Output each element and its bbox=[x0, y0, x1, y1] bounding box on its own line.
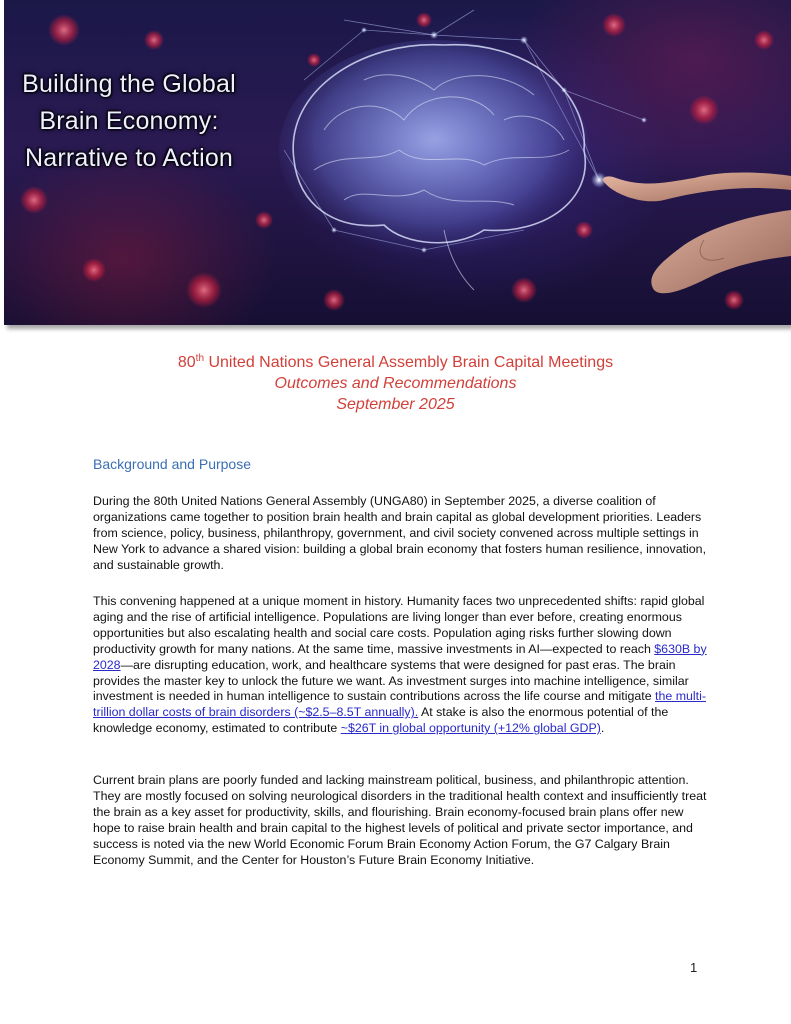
brain-disorders-cost-link[interactable]: the multi-trillion dollar costs of brain disorders (~$2.5–8.5T annually). bbox=[93, 689, 706, 720]
paragraph-2: This convening happened at a unique moment in history. Humanity faces two unprecedented shifts: rapid global aging and the rise of artificial intelligence. Populations are living longer than ever before, creating enormous opportunities but also escalating health and social care costs. Population aging risks further slowing down productivity growth for many nations. At the same time, massive investments in AI—expected to reach $630B by 2028—are disrupting education, work, and healthcare systems that were designed for past eras. The brain provides the master key to unlock the future we want. As investment surges into machine intelligence, similar investment is needed in human intelligence to sustain contributions across the life course and mitigate the multi-trillion dollar costs of brain disorders (~$2.5–8.5T annually). At stake is also the enormous potential of the knowledge economy, estimated to contribute ~$26T in global opportunity (+12% global GDP). bbox=[93, 594, 707, 736]
hero-title-line: Building the Global bbox=[22, 70, 236, 98]
hero-title bbox=[4, 66, 254, 177]
hero-title-line: Narrative to Action bbox=[24, 144, 234, 172]
brain-shape bbox=[279, 40, 589, 290]
meeting-date: September 2025 bbox=[336, 396, 455, 413]
paragraph-3: Current brain plans are poorly funded and lacking mainstream political, business, and philanthropic attention. They are mostly focused on solving neurological disorders in the traditional health context and insufficiently treat the brain as a key asset for productivity, skills, and flourishing. Brain economy-focused brain plans offer new hope to raise brain health and brain capital to the highest levels of political and private sector importance, and success is noted via the new World Economic Forum Brain Economy Action Forum, the G7 Calgary Brain Economy Summit, and the Center for Houston’s Future Brain Economy Initiative. bbox=[93, 773, 707, 867]
hand-shape bbox=[603, 173, 791, 294]
meeting-header bbox=[0, 352, 791, 415]
hero-title-line: Brain Economy: bbox=[39, 107, 219, 135]
hero-banner bbox=[4, 0, 791, 325]
meeting-subtitle: Outcomes and Recommendations bbox=[274, 375, 517, 392]
page-number: 1 bbox=[690, 960, 698, 975]
global-opportunity-link[interactable]: ~$26T in global opportunity (+12% global GDP) bbox=[340, 721, 601, 736]
ai-investment-link[interactable]: $630B by 2028 bbox=[93, 641, 707, 672]
paragraph-1: During the 80th United Nations General Assembly (UNGA80) in September 2025, a diverse coalition of organizations came together to position brain health and brain capital as global development priorities. Leaders from science, policy, business, philanthropy, government, and civil society convened across multiple settings in New York to advance a shared vision: building a global brain economy that fosters human resilience, innovation, and sustainable growth. bbox=[93, 494, 707, 572]
section-heading: Background and Purpose bbox=[93, 456, 251, 472]
shared-vision-emphasis: shared vision: building a global brain economy that fosters human resilience, innovation, and sustainable growth bbox=[93, 541, 707, 572]
meeting-title: 80th United Nations General Assembly Brain Capital Meetings bbox=[177, 353, 614, 371]
